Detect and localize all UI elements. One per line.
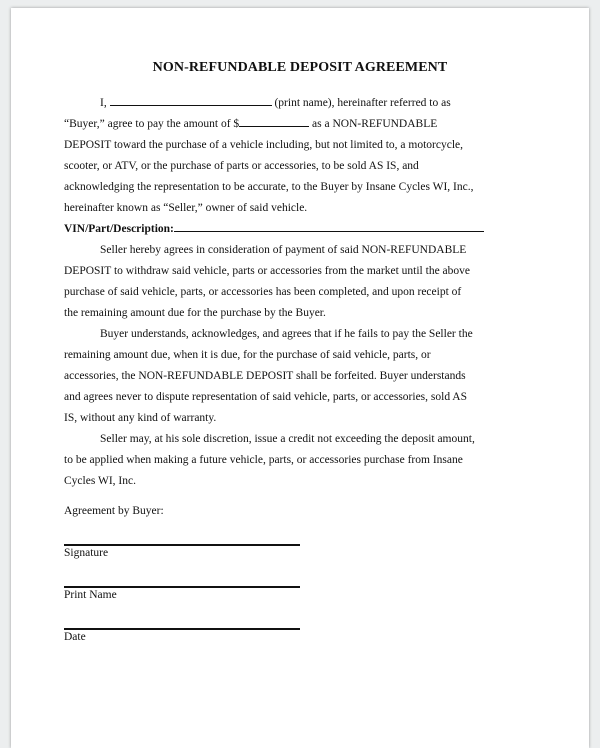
vin-line	[64, 219, 504, 240]
text-agree-to-pay: “Buyer,” agree to pay the amount of $	[64, 118, 240, 130]
document-title: NON-REFUNDABLE DEPOSIT AGREEMENT	[152, 60, 448, 75]
paragraph-3-line-2: remaining amount due, when it is due, for the purchase of said vehicle, parts, or	[64, 349, 431, 361]
amount-blank	[239, 114, 309, 127]
paragraph-4-line-2: to be applied when making a future vehicle, parts, or accessories purchase from Insane	[64, 454, 463, 466]
text-i: I,	[100, 97, 110, 109]
paragraph-1-line-4: scooter, or ATV, or the purchase of parts or accessories, to be sold AS IS, and	[64, 160, 419, 172]
paragraph-1-line-5: acknowledging the representation to be accurate, to the Buyer by Insane Cycles WI, Inc.,	[64, 181, 474, 193]
signature-label: Signature	[64, 547, 109, 559]
vin-blank	[174, 219, 484, 232]
paragraph-1-line-2	[64, 114, 504, 135]
date-label: Date	[64, 631, 86, 643]
document-page	[11, 8, 589, 748]
vin-label: VIN/Part/Description:	[64, 223, 174, 235]
paragraph-1-line-3: DEPOSIT toward the purchase of a vehicle including, but not limited to, a motorcycle,	[64, 139, 463, 151]
paragraph-1-line-6: hereinafter known as “Seller,” owner of said vehicle.	[64, 202, 308, 214]
text-as-deposit: as a NON-REFUNDABLE	[309, 118, 438, 130]
paragraph-4-line-1: Seller may, at his sole discretion, issue a credit not exceeding the deposit amount,	[100, 433, 475, 445]
paragraph-2-line-1: Seller hereby agrees in consideration of payment of said NON-REFUNDABLE	[100, 244, 467, 256]
paragraph-3-line-4: and agrees never to dispute representation of said vehicle, parts, or accessories, sold AS	[64, 391, 468, 403]
buyer-name-blank	[110, 93, 272, 106]
agreement-by-buyer: Agreement by Buyer:	[64, 505, 164, 517]
text-print-name: (print name), hereinafter referred to as	[271, 97, 451, 109]
paragraph-3-line-1: Buyer understands, acknowledges, and agrees that if he fails to pay the Seller the	[100, 328, 473, 340]
paragraph-1-line-1	[64, 93, 504, 114]
paragraph-4-line-3: Cycles WI, Inc.	[64, 475, 136, 487]
agreement-body	[64, 93, 504, 492]
print-name-label: Print Name	[64, 589, 117, 601]
paragraph-2-line-3: purchase of said vehicle, parts, or accessories has been completed, and upon receipt of	[64, 286, 462, 298]
date-line	[64, 628, 300, 630]
paragraph-3-line-3: accessories, the NON-REFUNDABLE DEPOSIT shall be forfeited. Buyer understands	[64, 370, 466, 382]
paragraph-3-line-5: IS, without any kind of warranty.	[64, 412, 217, 424]
signature-line	[64, 544, 300, 546]
print-name-line	[64, 586, 300, 588]
paragraph-2-line-4: the remaining amount due for the purchase by the Buyer.	[64, 307, 326, 319]
paragraph-2-line-2: DEPOSIT to withdraw said vehicle, parts or accessories from the market until the above	[64, 265, 471, 277]
